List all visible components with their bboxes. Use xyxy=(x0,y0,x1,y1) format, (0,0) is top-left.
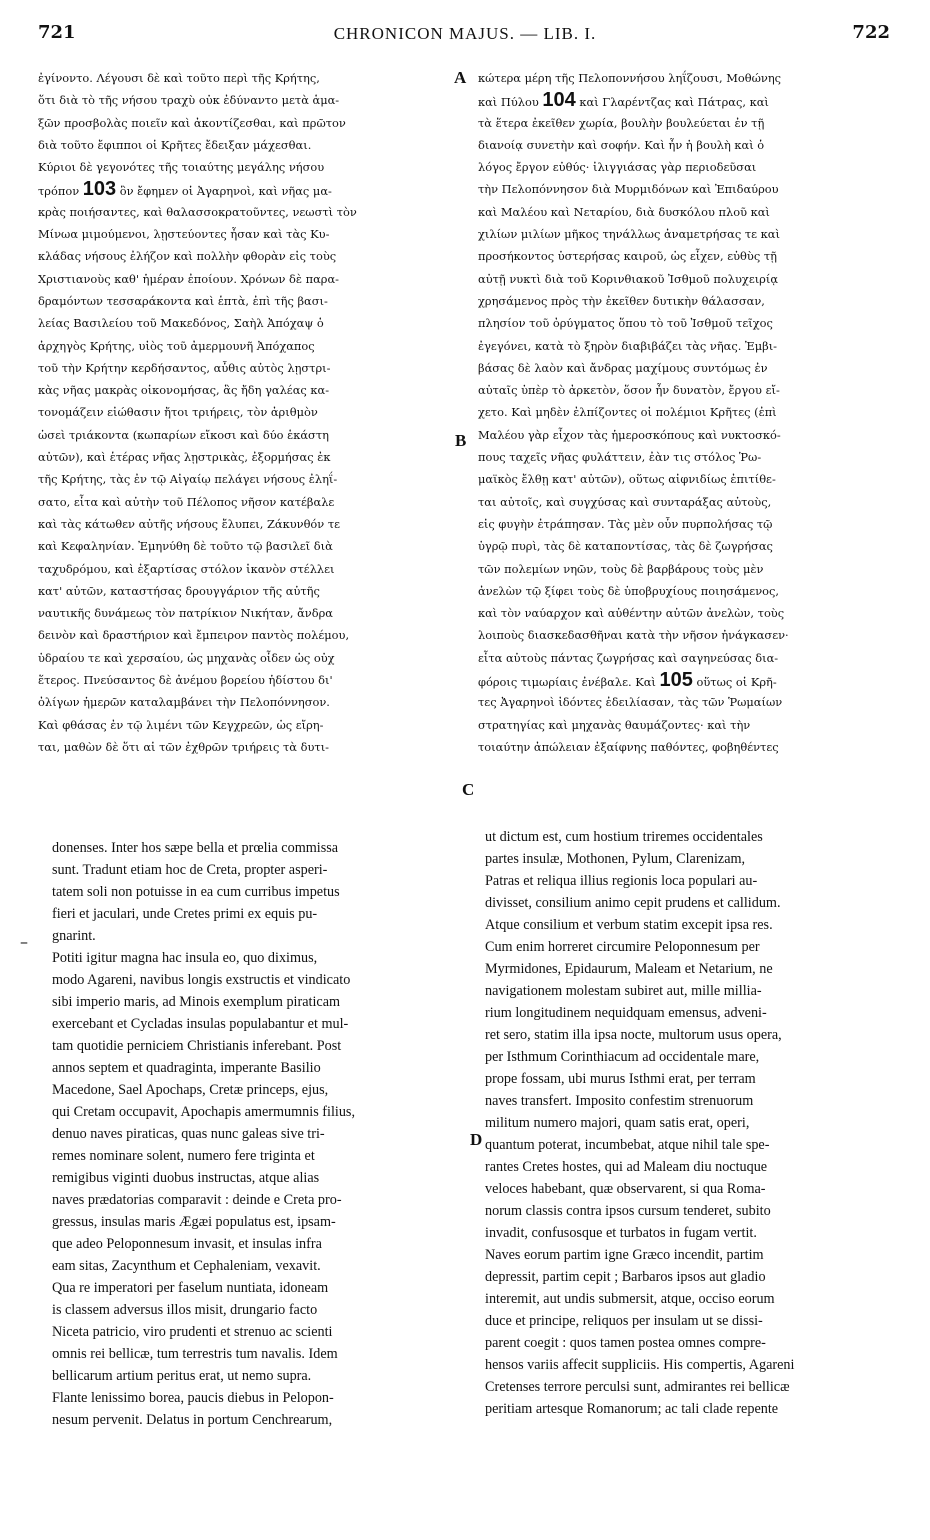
greek-right-line: φόροις τιμωρίαις ἐνέβαλε. Καὶ 105 οὕτως οἱ Κρῆ- xyxy=(478,669,777,692)
running-title: CHRONICON MAJUS. — LIB. I. xyxy=(333,24,597,43)
greek-right-line: τὴν Πελοπόννησον διὰ Μυρμιδόνων καὶ Ἐπιδαύρου xyxy=(478,182,779,197)
greek-left-line: δραμόντων τεσσαράκοντα καὶ ἑπτὰ, ἐπὶ τῆς βασι- xyxy=(38,293,328,308)
latin-left-line: exercebant et Cycladas insulas populabantur et mul- xyxy=(52,1016,349,1032)
latin-right-line: norum classis contra ipsos cursum tenderet, subito xyxy=(485,1203,771,1219)
greek-right-line: Μαλέου γὰρ εἶχον τὰς ἡμεροσκόπους καὶ νυκτοσκό- xyxy=(478,427,781,442)
greek-left-line: ὀλίγων ἡμερῶν καταλαμβάνει τὴν Πελοπόννησον. xyxy=(38,695,330,710)
greek-right-line: κώτερα μέρη τῆς Πελοποννήσου ληΐζουσι, Μοθώνης xyxy=(478,71,782,85)
greek-right-line: μαϊκὸς ἔλθῃ κατ' αὐτῶν), οὕτως αἰφνιδίως ἐπιτίθε- xyxy=(478,472,776,487)
greek-right-line: ὑγρῷ πυρὶ, τὰς δὲ καταποντίσας, τὰς δὲ ζωγρήσας xyxy=(478,539,773,554)
section-number: 103 xyxy=(82,178,117,201)
greek-right-line: καὶ τὸν ναύαρχον καὶ αὐθέντην αὐτῶν ἀνελὼν, τοὺς xyxy=(478,606,785,621)
greek-left-line: ται, μαθὼν δὲ ὅτι αἱ τῶν ἐχθρῶν τριήρεις τὰ δυτι- xyxy=(38,739,330,754)
latin-left-line: eam sitas, Zacynthum et Cephaleniam, vexavit. xyxy=(52,1258,321,1274)
greek-left-line: Κύριοι δὲ γεγονότες τῆς τοιαύτης μεγάλης νήσου xyxy=(38,160,325,175)
latin-left-line: Qua re imperatori per faselum nuntiata, idoneam xyxy=(52,1280,329,1296)
margin-marker-b: B xyxy=(455,431,467,450)
greek-right-line: τῶν πολεμίων νηῶν, τοὺς δὲ βαρβάρους τοὺς μὲν xyxy=(478,561,764,576)
latin-left-line: remigibus viginti duobus instructas, atque alias xyxy=(52,1170,320,1186)
latin-right-line: Naves eorum partim igne Græco incendit, partim xyxy=(485,1247,764,1263)
latin-right-line: Cum enim horreret circumire Peloponnesum per xyxy=(485,939,760,955)
section-number: 104 xyxy=(542,89,576,112)
greek-right-line: ἀνελὼν τῷ ξίφει τοὺς δὲ ὑποβρυχίους ποιησάμενος, xyxy=(478,583,779,598)
latin-right-line: Cretenses terrore perculsi sunt, admirantes rei bellicæ xyxy=(485,1379,790,1395)
greek-left-line: καὶ τὰς κάτωθεν αὐτῆς νήσους ἔλυπει, Ζάκυνθόν τε xyxy=(38,516,341,531)
latin-right-line: Atque consilium et verbum statim excepit ipsa res. xyxy=(485,917,773,933)
latin-right-line: parent coegit : quos tamen postea omnes compre- xyxy=(485,1335,766,1351)
latin-left-line: denuo naves piraticas, quas nunc galeas sive tri- xyxy=(52,1126,325,1142)
greek-left-line: ἐγίνοντο. Λέγουσι δὲ καὶ τοῦτο περὶ τῆς Κρήτης, xyxy=(38,71,320,85)
greek-right-line: καὶ Μαλέου καὶ Νεταρίου, διὰ δυσκόλου πλοῦ καὶ xyxy=(478,204,770,219)
greek-left-line: τρόπον 103 ὃν ἔφημεν οἱ Ἀγαρηνοὶ, καὶ νῆας μα- xyxy=(38,178,332,201)
latin-right-line: ret sero, statim illa ipsa nocte, multorum usus opera, xyxy=(485,1027,782,1043)
greek-left-line: ἀρχηγὸς Κρήτης, υἱὸς τοῦ ἀμερμουνῆ Ἀπόχαπος xyxy=(38,338,315,353)
latin-left-line: que adeo Peloponnesum invasit, et insulas infra xyxy=(52,1236,322,1252)
latin-left-line: bellicarum artium peritus erat, ut nemo supra. xyxy=(52,1368,312,1384)
latin-left-line: tatem soli non potuisse in ea cum curribus impetus xyxy=(52,884,340,900)
greek-left-line: ὅτι διὰ τὸ τῆς νήσου τραχὺ οὐκ ἐδύναντο μετὰ ἁμα- xyxy=(38,93,340,108)
latin-right-line: rantes Cretes hostes, qui ad Maleam diu noctuque xyxy=(485,1159,768,1175)
greek-right-line: αὐτῇ νυκτὶ διὰ τοῦ Κορινθιακοῦ Ἰσθμοῦ πολυχειρίᾳ xyxy=(478,271,779,286)
margin-marker-d: D xyxy=(470,1130,483,1149)
latin-left-line: remes nominare solent, numero fere triginta et xyxy=(52,1148,315,1164)
latin-column-left xyxy=(52,837,456,1431)
latin-right-line: per Isthmum Corinthiacum ad occidentale mare, xyxy=(485,1049,760,1065)
latin-right-line: quantum poterat, incumbebat, atque nihil tale spe- xyxy=(485,1137,770,1153)
greek-left-line: κὰς νῆας μακρὰς οἰκονομήσας, ἃς ἤδη γαλέας κα- xyxy=(38,383,330,398)
latin-left-line: Flante lenissimo borea, paucis diebus in Pelopon- xyxy=(52,1390,334,1406)
latin-right-line: militum numero majori, quam satis erat, operi, xyxy=(485,1115,750,1131)
latin-right-line: ut dictum est, cum hostium triremes occidentales xyxy=(485,829,763,845)
greek-left-line: Χριστιανοὺς καθ' ἡμέραν ἐποίουν. Χρόνων δὲ παρα- xyxy=(38,271,339,286)
latin-column-right xyxy=(485,826,897,1420)
latin-right-line: Patras et reliqua illius regionis loca populari au- xyxy=(485,873,758,889)
margin-marker-a: A xyxy=(454,68,467,87)
latin-right-line: divisset, consilium animo cepit prudens et callidum. xyxy=(485,895,781,911)
greek-right-line: χιλίων μιλίων μῆκος τηνάλλως ἀναμετρήσας τε καὶ xyxy=(478,227,780,242)
greek-right-line: καὶ Πύλου 104 καὶ Γλαρέντζας καὶ Πάτρας, καὶ xyxy=(478,89,769,112)
latin-right-line: veloces habebant, quæ observarent, si qua Roma- xyxy=(485,1181,766,1197)
latin-left-line: nesum pervenit. Delatus in portum Cenchrearum, xyxy=(52,1412,333,1428)
greek-right-line: τες Ἀγαρηνοὶ ἰδόντες ἐδειλίασαν, τὰς τῶν Ῥωμαίων xyxy=(478,695,783,710)
greek-left-line: τοῦ τὴν Κρήτην κερδήσαντος, αὖθις αὐτὸς λῃστρι- xyxy=(38,360,331,375)
greek-right-line: στρατηγίας καὶ μηχανὰς θαυμάζοντες· καὶ τὴν xyxy=(478,717,751,732)
greek-left-line: διὰ τοῦτο ἔφιπποι οἱ Κρῆτες ἔδειξαν μάχεσθαι. xyxy=(38,137,312,152)
greek-left-line: κλάδας νήσους ἐλήζον καὶ πολλὴν φθορὰν εἰς τοὺς xyxy=(38,249,337,264)
section-number: 105 xyxy=(659,669,693,692)
latin-left-line: donenses. Inter hos sæpe bella et prœlia commissa xyxy=(52,840,339,856)
greek-left-line: λείας Βασιλείου τοῦ Μακεδόνος, Σαὴλ Ἀπόχαψ ὁ xyxy=(38,316,324,331)
greek-right-line: εἶτα αὐτοὺς πάντας ζωγρήσας καὶ σαγηνεύσας δια- xyxy=(478,650,779,665)
greek-left-line: κρὰς ποιήσαντες, καὶ θαλασσοκρατοῦντες, νεωστὶ τὸν xyxy=(38,204,357,219)
greek-right-line: βάσας δὲ λαὸν καὶ ἄνδρας μαχίμους συντόμως ἐν xyxy=(478,360,768,375)
latin-right-line: rium longitudinem nequidquam emensus, adveni- xyxy=(485,1005,767,1021)
latin-left-line: modo Agareni, navibus longis exstructis et vindicato xyxy=(52,972,351,988)
greek-left-line: ταχυδρόμου, καὶ ἐξαρτίσας στόλον ἱκανὸν στέλλει xyxy=(38,561,335,576)
latin-right-line: partes insulæ, Mothonen, Pylum, Clarenizam, xyxy=(485,851,746,867)
greek-left-line: Καὶ φθάσας ἐν τῷ λιμένι τῶν Κεγχρεῶν, ὡς εἴρη- xyxy=(38,717,324,732)
greek-right-line: αὐταῖς ὑπὲρ τὸ ἀρκετὸν, ὅσον ἦν δυνατὸν, ἔργου εἴ- xyxy=(478,383,780,398)
latin-left-line: tam quotidie perniciem Christianis inferebant. Post xyxy=(52,1038,342,1054)
latin-right-line: interemit, aut undis submersit, atque, occiso eorum xyxy=(485,1291,775,1307)
greek-right-line: τὰ ἕτερα ἐκεῖθεν χωρία, βουλὴν βουλεύεται ἐν τῇ xyxy=(478,115,765,130)
greek-right-line: διανοίᾳ συνετὴν καὶ σοφήν. Καὶ ἦν ἡ βουλὴ καὶ ὁ xyxy=(478,137,765,152)
latin-left-line: fieri et jaculari, unde Cretes primi ex equis pu- xyxy=(52,906,318,922)
left-page-number: 721 xyxy=(38,22,76,43)
greek-left-line: σατο, εἶτα καὶ αὐτὴν τοῦ Πέλοπος νῆσον κατέβαλε xyxy=(38,494,335,509)
greek-right-line: λόγος ἔργον εὐθύς· ἰλιγγιάσας γὰρ περιοδεῦσαι xyxy=(478,160,757,175)
greek-right-line: λοιποὺς διασκεδασθῆναι κατὰ τὴν νῆσον ἠνάγκασεν· xyxy=(478,628,789,643)
latin-right-line: invadit, confusosque et turbatos in fugam vertit. xyxy=(485,1225,757,1241)
latin-right-line: navigationem molestam subiret aut, mille millia- xyxy=(485,983,762,999)
greek-right-line: χρησάμενος πρὸς τὴν ἐκεῖθεν δυτικὴν θάλασσαν, xyxy=(478,293,765,308)
latin-left-line: omnis rei bellicæ, tum terrestris tum navalis. Idem xyxy=(52,1346,338,1362)
greek-right-line: χετο. Καὶ μηδὲν ἐλπίζοντες οἱ πολέμιοι Κρῆτες (ἐπὶ xyxy=(478,405,777,420)
latin-right-line: hensos variis affecit suppliciis. His compertis, Agareni xyxy=(485,1357,795,1373)
latin-left-line: gnarint. xyxy=(52,928,96,944)
latin-left-line: Niceta patricio, viro prudenti et strenuo ac scienti xyxy=(52,1324,333,1340)
margin-dash: – xyxy=(20,932,28,951)
latin-left-line: gressus, insulas maris Ægæi populatus est, ipsam- xyxy=(52,1214,336,1230)
latin-left-line: sunt. Tradunt etiam hoc de Creta, propter asperi- xyxy=(52,862,328,878)
greek-right-line: πους ταχεῖς νῆας φυλάττειν, ἐὰν τις στόλος Ῥω- xyxy=(478,450,762,465)
greek-left-line: τῆς Κρήτης, τὰς ἐν τῷ Αἰγαίῳ πελάγει νήσους ἐληΐ- xyxy=(38,472,338,487)
page-header xyxy=(0,14,930,54)
latin-right-line: depressit, partim cepit ; Barbaros ipsos aut gladio xyxy=(485,1269,766,1285)
greek-left-line: αὐτῶν), καὶ ἑτέρας νῆας λῃστρικὰς, ἐξορμήσας ἐκ xyxy=(38,450,331,465)
greek-left-line: ξῶν προσβολὰς ποιεῖν καὶ ἀκοντίζεσθαι, καὶ πρῶτον xyxy=(38,115,346,130)
greek-right-line: προσήκοντος ὑστερήσας καιροῦ, ὡς εἶχεν, εὐθὺς τῇ xyxy=(478,249,777,264)
latin-left-line: naves prædatorias comparavit : deinde e Creta pro- xyxy=(52,1192,342,1208)
latin-left-line: sibi imperio maris, ad Minois exemplum piraticam xyxy=(52,994,341,1010)
greek-column-left xyxy=(38,67,454,758)
latin-right-line: naves transfert. Imposito confestim strenuorum xyxy=(485,1093,754,1109)
latin-left-line: qui Cretam occupavit, Apochapis amermumnis filius, xyxy=(52,1104,356,1120)
greek-right-line: πλησίον τοῦ ὀρύγματος ὅπου τὸ τοῦ Ἰσθμοῦ τεῖχος xyxy=(478,316,773,331)
latin-right-line: Myrmidones, Epidaurum, Maleam et Netarium, ne xyxy=(485,961,773,977)
latin-left-line: is classem adversus illos misit, drungario facto xyxy=(52,1302,318,1318)
margin-marker-c: C xyxy=(462,780,475,799)
greek-left-line: ναυτικῆς δυνάμεως τὸν πατρίκιον Νικήταν, ἄνδρα xyxy=(38,606,333,621)
latin-right-line: prope fossam, ubi murus Isthmi erat, per terram xyxy=(485,1071,756,1087)
greek-right-line: ται αὐτοῖς, καὶ συγχύσας καὶ συνταράξας αὐτοὺς, xyxy=(478,494,772,509)
latin-right-line: peritiam artesque Romanorum; ac tali clade repente xyxy=(485,1401,779,1417)
right-page-number: 722 xyxy=(852,22,890,43)
latin-right-line: duce et principe, reliquos per insulam ut se dissi- xyxy=(485,1313,763,1329)
latin-left-line: annos septem et quadraginta, imperante Basilio xyxy=(52,1060,321,1076)
greek-left-line: κατ' αὐτῶν, καταστήσας δρουγγάριον τῆς αὐτῆς xyxy=(38,583,320,598)
greek-left-line: δεινὸν καὶ δραστήριον καὶ ἔμπειρον παντὸς πολέμου, xyxy=(38,628,350,643)
greek-left-line: καὶ Κεφαληνίαν. Ἐμηνύθη δὲ τοῦτο τῷ βασιλεῖ διὰ xyxy=(38,539,333,554)
greek-right-line: τοιαύτην ἀπώλειαν ἐξαίφνης παθόντες, φοβηθέντες xyxy=(478,739,779,754)
latin-left-line: Potiti igitur magna hac insula eo, quo diximus, xyxy=(52,950,318,966)
greek-left-line: τονομάζειν εἰώθασιν ἤτοι τριήρεις, τὸν ἀριθμὸν xyxy=(38,405,318,420)
greek-left-line: ἕτερος. Πνεύσαντος δὲ ἀνέμου βορείου ἡδίστου δι' xyxy=(38,673,333,688)
greek-left-line: Μίνωα μιμούμενοι, λῃστεύοντες ἦσαν καὶ τὰς Κυ- xyxy=(38,227,330,242)
latin-left-line: Macedone, Sael Apochaps, Cretæ princeps, ejus, xyxy=(52,1082,329,1098)
greek-right-line: ἐγεγόνει, κατὰ τὸ ξηρὸν διαβιβάζει τὰς νῆας. Ἐμβι- xyxy=(478,338,778,353)
greek-right-line: εἰς φυγὴν ἐτράπησαν. Τὰς μὲν οὖν πυρπολήσας τῷ xyxy=(478,516,773,531)
greek-left-line: ὡσεὶ τριάκοντα (κωπαρίων εἴκοσι καὶ δύο ἑκάστη xyxy=(38,427,329,442)
greek-column-right xyxy=(478,67,898,758)
greek-left-line: ὑδραίου τε καὶ χερσαίου, ὡς μηχανὰς οἶδεν ὡς οὐχ xyxy=(38,650,335,665)
